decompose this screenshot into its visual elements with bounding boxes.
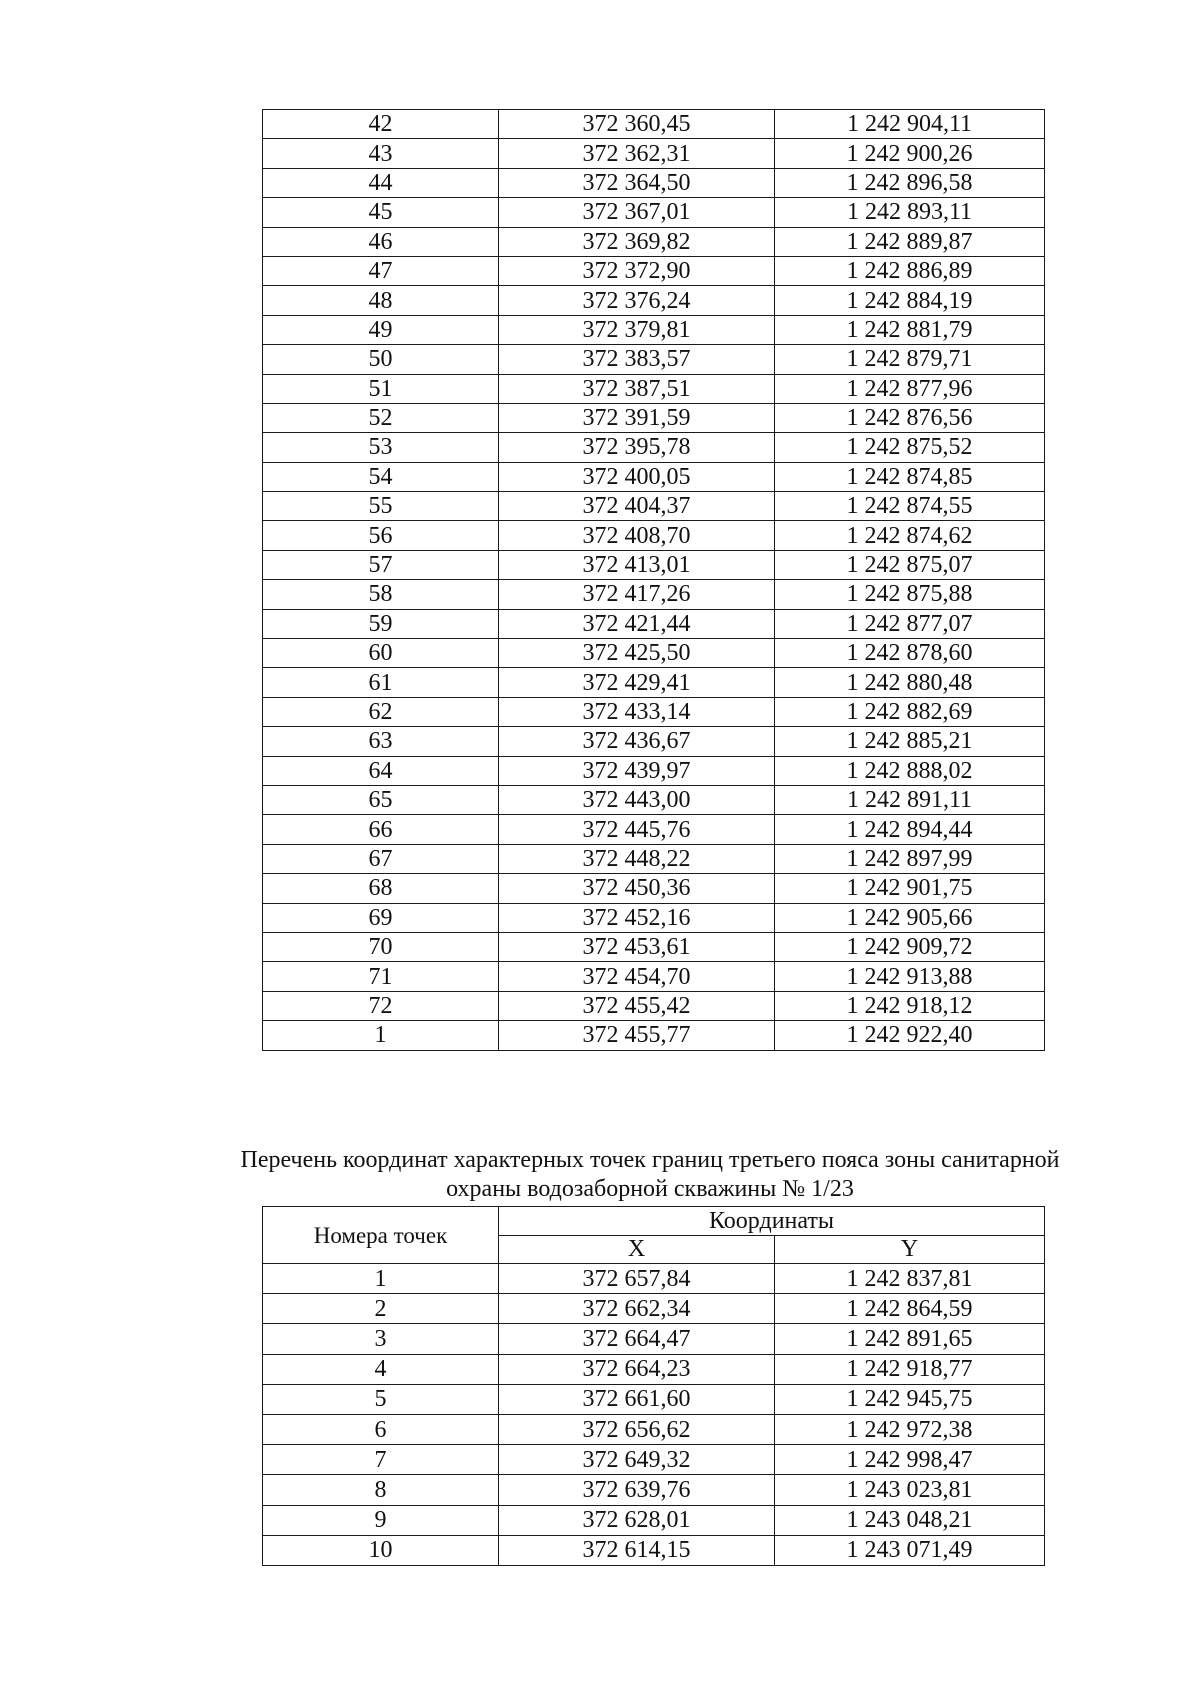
- y-coordinate-cell: 1 243 023,81: [775, 1475, 1045, 1505]
- x-coordinate-cell: 372 404,37: [499, 492, 775, 521]
- x-coordinate-cell: 372 649,32: [499, 1445, 775, 1475]
- point-number-cell: 2: [263, 1294, 499, 1324]
- point-number-cell: 1: [263, 1264, 499, 1294]
- y-coordinate-cell: 1 242 901,75: [775, 874, 1045, 903]
- x-coordinate-cell: 372 379,81: [499, 315, 775, 344]
- x-coordinate-cell: 372 436,67: [499, 727, 775, 756]
- x-coordinate-cell: 372 383,57: [499, 345, 775, 374]
- table-row: [263, 1535, 1045, 1565]
- third-zone-coordinates-body: [263, 1264, 1045, 1566]
- y-coordinate-cell: 1 242 893,11: [775, 198, 1045, 227]
- x-coordinate-cell: 372 376,24: [499, 286, 775, 315]
- x-coordinate-cell: 372 369,82: [499, 227, 775, 256]
- x-coordinate-cell: 372 443,00: [499, 785, 775, 814]
- y-coordinate-cell: 1 242 896,58: [775, 168, 1045, 197]
- point-number-cell: 8: [263, 1475, 499, 1505]
- x-coordinate-cell: 372 417,26: [499, 580, 775, 609]
- x-coordinate-cell: 372 453,61: [499, 932, 775, 961]
- point-number-cell: 5: [263, 1384, 499, 1414]
- point-number-cell: 43: [263, 139, 499, 168]
- x-coordinate-cell: 372 662,34: [499, 1294, 775, 1324]
- x-coordinate-cell: 372 452,16: [499, 903, 775, 932]
- point-number-cell: 54: [263, 462, 499, 491]
- table-row: [263, 286, 1045, 315]
- header-points: Номера точек: [263, 1207, 499, 1264]
- point-number-cell: 10: [263, 1535, 499, 1565]
- table-row: [263, 874, 1045, 903]
- point-number-cell: 67: [263, 844, 499, 873]
- point-number-cell: 51: [263, 374, 499, 403]
- table-row: [263, 403, 1045, 432]
- table-row: [263, 1475, 1045, 1505]
- y-coordinate-cell: 1 242 880,48: [775, 668, 1045, 697]
- table-header: [263, 1207, 1045, 1264]
- point-number-cell: 55: [263, 492, 499, 521]
- point-number-cell: 6: [263, 1414, 499, 1444]
- table-row: [263, 374, 1045, 403]
- y-coordinate-cell: 1 242 998,47: [775, 1445, 1045, 1475]
- x-coordinate-cell: 372 661,60: [499, 1384, 775, 1414]
- point-number-cell: 68: [263, 874, 499, 903]
- y-coordinate-cell: 1 242 876,56: [775, 403, 1045, 432]
- table-row: [263, 903, 1045, 932]
- x-coordinate-cell: 372 664,47: [499, 1324, 775, 1354]
- section-title-line-2: охраны водозаборной скважины № 1/23: [446, 1176, 854, 1202]
- table-row: [263, 227, 1045, 256]
- table-row: [263, 697, 1045, 726]
- x-coordinate-cell: 372 448,22: [499, 844, 775, 873]
- y-coordinate-cell: 1 242 913,88: [775, 962, 1045, 991]
- point-number-cell: 50: [263, 345, 499, 374]
- y-coordinate-cell: 1 242 875,88: [775, 580, 1045, 609]
- x-coordinate-cell: 372 362,31: [499, 139, 775, 168]
- third-zone-coordinates-table: [262, 1206, 1045, 1566]
- point-number-cell: 9: [263, 1505, 499, 1535]
- point-number-cell: 60: [263, 639, 499, 668]
- point-number-cell: 70: [263, 932, 499, 961]
- y-coordinate-cell: 1 242 905,66: [775, 903, 1045, 932]
- point-number-cell: 45: [263, 198, 499, 227]
- point-number-cell: 42: [263, 110, 499, 139]
- y-coordinate-cell: 1 242 891,11: [775, 785, 1045, 814]
- x-coordinate-cell: 372 439,97: [499, 756, 775, 785]
- y-coordinate-cell: 1 242 837,81: [775, 1264, 1045, 1294]
- table-row: [263, 1384, 1045, 1414]
- table-row: [263, 727, 1045, 756]
- y-coordinate-cell: 1 242 886,89: [775, 256, 1045, 285]
- point-number-cell: 62: [263, 697, 499, 726]
- point-number-cell: 46: [263, 227, 499, 256]
- x-coordinate-cell: 372 413,01: [499, 550, 775, 579]
- table-row: [263, 1264, 1045, 1294]
- table-row: [263, 1294, 1045, 1324]
- point-number-cell: 3: [263, 1324, 499, 1354]
- table-row: [263, 962, 1045, 991]
- x-coordinate-cell: 372 408,70: [499, 521, 775, 550]
- point-number-cell: 59: [263, 609, 499, 638]
- table-row: [263, 492, 1045, 521]
- y-coordinate-cell: 1 242 877,07: [775, 609, 1045, 638]
- x-coordinate-cell: 372 455,77: [499, 1021, 775, 1050]
- x-coordinate-cell: 372 429,41: [499, 668, 775, 697]
- x-coordinate-cell: 372 656,62: [499, 1414, 775, 1444]
- header-row-1: [263, 1207, 1045, 1236]
- x-coordinate-cell: 372 450,36: [499, 874, 775, 903]
- point-number-cell: 48: [263, 286, 499, 315]
- table-row: [263, 110, 1045, 139]
- x-coordinate-cell: 372 425,50: [499, 639, 775, 668]
- point-number-cell: 71: [263, 962, 499, 991]
- coordinates-table-continued: [262, 109, 1045, 1051]
- table-row: [263, 521, 1045, 550]
- point-number-cell: 47: [263, 256, 499, 285]
- table-row: [263, 639, 1045, 668]
- section-title: [180, 1146, 1120, 1204]
- table-row: [263, 550, 1045, 579]
- x-coordinate-cell: 372 614,15: [499, 1535, 775, 1565]
- y-coordinate-cell: 1 242 922,40: [775, 1021, 1045, 1050]
- y-coordinate-cell: 1 242 904,11: [775, 110, 1045, 139]
- table-row: [263, 668, 1045, 697]
- x-coordinate-cell: 372 400,05: [499, 462, 775, 491]
- y-coordinate-cell: 1 242 945,75: [775, 1384, 1045, 1414]
- table-row: [263, 1324, 1045, 1354]
- y-coordinate-cell: 1 242 918,12: [775, 991, 1045, 1020]
- point-number-cell: 53: [263, 433, 499, 462]
- y-coordinate-cell: 1 242 888,02: [775, 756, 1045, 785]
- table-row: [263, 1505, 1045, 1535]
- y-coordinate-cell: 1 242 877,96: [775, 374, 1045, 403]
- table-row: [263, 315, 1045, 344]
- y-coordinate-cell: 1 242 875,52: [775, 433, 1045, 462]
- table-row: [263, 844, 1045, 873]
- point-number-cell: 66: [263, 815, 499, 844]
- y-coordinate-cell: 1 242 894,44: [775, 815, 1045, 844]
- y-coordinate-cell: 1 242 885,21: [775, 727, 1045, 756]
- y-coordinate-cell: 1 242 972,38: [775, 1414, 1045, 1444]
- x-coordinate-cell: 372 372,90: [499, 256, 775, 285]
- x-coordinate-cell: 372 421,44: [499, 609, 775, 638]
- y-coordinate-cell: 1 242 874,55: [775, 492, 1045, 521]
- header-coordinates: Координаты: [499, 1207, 1045, 1236]
- x-coordinate-cell: 372 445,76: [499, 815, 775, 844]
- table-row: [263, 932, 1045, 961]
- y-coordinate-cell: 1 242 875,07: [775, 550, 1045, 579]
- table-row: [263, 345, 1045, 374]
- point-number-cell: 52: [263, 403, 499, 432]
- y-coordinate-cell: 1 242 874,85: [775, 462, 1045, 491]
- table-row: [263, 756, 1045, 785]
- point-number-cell: 57: [263, 550, 499, 579]
- x-coordinate-cell: 372 628,01: [499, 1505, 775, 1535]
- x-coordinate-cell: 372 367,01: [499, 198, 775, 227]
- point-number-cell: 61: [263, 668, 499, 697]
- table-row: [263, 1354, 1045, 1384]
- y-coordinate-cell: 1 242 874,62: [775, 521, 1045, 550]
- table-row: [263, 1414, 1045, 1444]
- table-row: [263, 433, 1045, 462]
- table-row: [263, 609, 1045, 638]
- point-number-cell: 69: [263, 903, 499, 932]
- x-coordinate-cell: 372 395,78: [499, 433, 775, 462]
- point-number-cell: 56: [263, 521, 499, 550]
- y-coordinate-cell: 1 242 881,79: [775, 315, 1045, 344]
- y-coordinate-cell: 1 243 071,49: [775, 1535, 1045, 1565]
- y-coordinate-cell: 1 242 882,69: [775, 697, 1045, 726]
- y-coordinate-cell: 1 242 891,65: [775, 1324, 1045, 1354]
- x-coordinate-cell: 372 455,42: [499, 991, 775, 1020]
- table-row: [263, 256, 1045, 285]
- table-row: [263, 580, 1045, 609]
- x-coordinate-cell: 372 391,59: [499, 403, 775, 432]
- y-coordinate-cell: 1 242 909,72: [775, 932, 1045, 961]
- x-coordinate-cell: 372 454,70: [499, 962, 775, 991]
- y-coordinate-cell: 1 242 884,19: [775, 286, 1045, 315]
- table-row: [263, 198, 1045, 227]
- y-coordinate-cell: 1 243 048,21: [775, 1505, 1045, 1535]
- x-coordinate-cell: 372 657,84: [499, 1264, 775, 1294]
- point-number-cell: 63: [263, 727, 499, 756]
- x-coordinate-cell: 372 387,51: [499, 374, 775, 403]
- y-coordinate-cell: 1 242 900,26: [775, 139, 1045, 168]
- table-row: [263, 139, 1045, 168]
- x-coordinate-cell: 372 364,50: [499, 168, 775, 197]
- point-number-cell: 4: [263, 1354, 499, 1384]
- y-coordinate-cell: 1 242 918,77: [775, 1354, 1045, 1384]
- point-number-cell: 44: [263, 168, 499, 197]
- table-row: [263, 168, 1045, 197]
- point-number-cell: 58: [263, 580, 499, 609]
- table-row: [263, 1021, 1045, 1050]
- table-row: [263, 815, 1045, 844]
- point-number-cell: 1: [263, 1021, 499, 1050]
- point-number-cell: 64: [263, 756, 499, 785]
- point-number-cell: 72: [263, 991, 499, 1020]
- y-coordinate-cell: 1 242 864,59: [775, 1294, 1045, 1324]
- table-row: [263, 1445, 1045, 1475]
- table-row: [263, 991, 1045, 1020]
- coordinates-table-continued-body: [263, 110, 1045, 1051]
- x-coordinate-cell: 372 639,76: [499, 1475, 775, 1505]
- y-coordinate-cell: 1 242 879,71: [775, 345, 1045, 374]
- header-x: X: [499, 1235, 775, 1264]
- section-title-line-1: Перечень координат характерных точек границ третьего пояса зоны санитарной: [240, 1147, 1060, 1173]
- point-number-cell: 65: [263, 785, 499, 814]
- header-y: Y: [775, 1235, 1045, 1264]
- x-coordinate-cell: 372 433,14: [499, 697, 775, 726]
- table-row: [263, 785, 1045, 814]
- x-coordinate-cell: 372 360,45: [499, 110, 775, 139]
- table-row: [263, 462, 1045, 491]
- y-coordinate-cell: 1 242 878,60: [775, 639, 1045, 668]
- y-coordinate-cell: 1 242 889,87: [775, 227, 1045, 256]
- x-coordinate-cell: 372 664,23: [499, 1354, 775, 1384]
- point-number-cell: 7: [263, 1445, 499, 1475]
- y-coordinate-cell: 1 242 897,99: [775, 844, 1045, 873]
- point-number-cell: 49: [263, 315, 499, 344]
